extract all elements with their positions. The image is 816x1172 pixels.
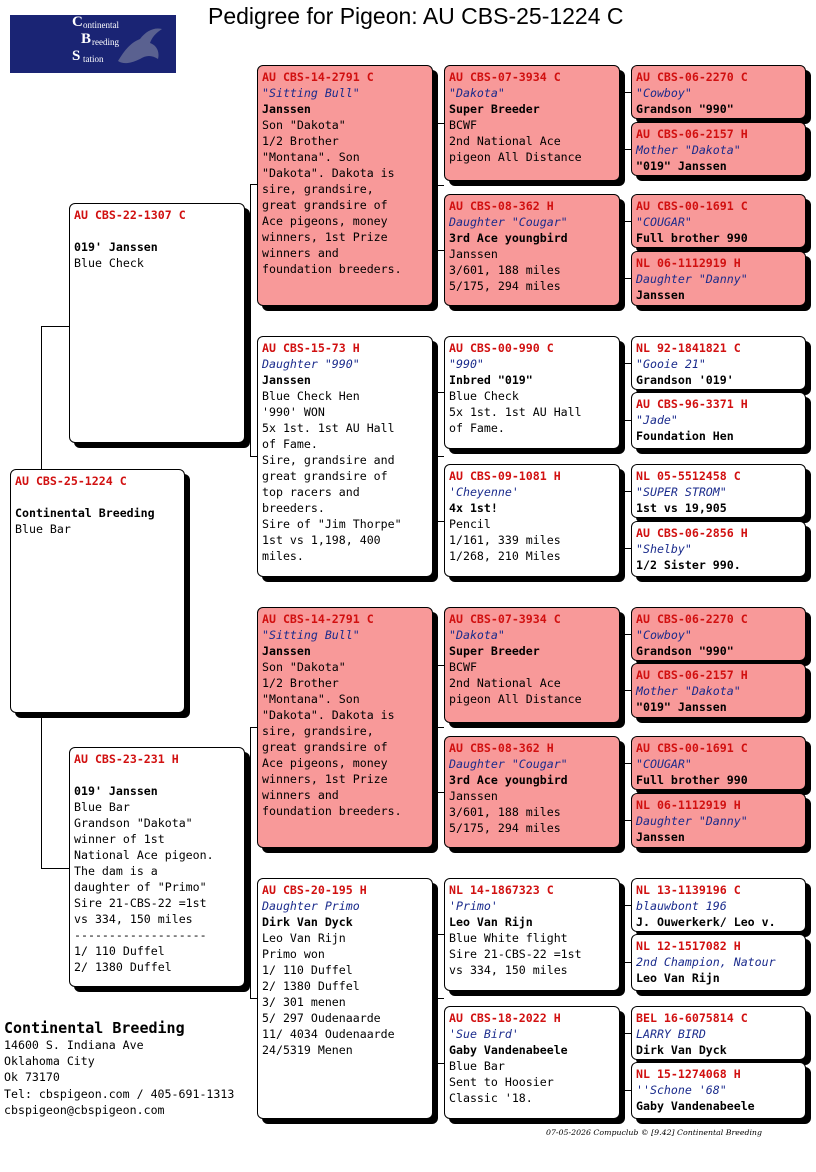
pigeon-card-ancestor[interactable] [631, 1006, 806, 1060]
pigeon-card-ancestor[interactable] [631, 1062, 806, 1119]
band-number: AU CBS-06-2856 H [636, 526, 748, 540]
pedigree-note: Pencil [449, 517, 491, 531]
band-number: AU CBS-18-2022 H [449, 1011, 561, 1025]
pedigree-note: 2nd National Ace [449, 676, 561, 690]
email-line: cbspigeon@cbspigeon.com [4, 1102, 165, 1117]
pedigree-note: BCWF [449, 660, 477, 674]
pigeon-card-ancestor[interactable] [257, 65, 433, 306]
pedigree-note: Sire 21-CBS-22 =1st [449, 947, 582, 961]
connector-line [620, 221, 631, 222]
pedigree-note: National Ace pigeon. [74, 848, 214, 862]
pedigree-note: pigeon All Distance [449, 692, 582, 706]
pedigree-note: BCWF [449, 118, 477, 132]
pigeon-card-ancestor[interactable] [631, 464, 806, 518]
pedigree-note: "Montana". Son [262, 692, 360, 706]
logo-text: reeding [92, 37, 119, 47]
pedigree-note: of Fame. [449, 421, 505, 435]
pedigree-note: Inbred "019" [449, 373, 533, 387]
pedigree-note: 11/ 4034 Oudenaarde [262, 1027, 395, 1041]
pedigree-note: winners, 1st Prize [262, 772, 388, 786]
connector-line [620, 1090, 631, 1091]
logo-letter: B [81, 31, 92, 47]
band-number: AU CBS-06-2157 H [636, 668, 748, 682]
band-number: NL 13-1139196 C [636, 883, 741, 897]
connector-line [437, 392, 444, 393]
pigeon-card-ancestor[interactable] [444, 336, 620, 449]
pedigree-note: Grandson "Dakota" [74, 816, 193, 830]
pedigree-note: 5/175, 294 miles [449, 279, 561, 293]
pigeon-card-ancestor[interactable] [444, 464, 620, 577]
pigeon-card-ancestor[interactable] [444, 1006, 620, 1119]
pigeon-card-ancestor[interactable] [631, 736, 806, 790]
pigeon-name: 2nd Champion, Natour [636, 955, 776, 969]
pedigree-note: Primo won [262, 947, 325, 961]
pigeon-card-ancestor[interactable] [444, 607, 620, 723]
pedigree-note [15, 489, 180, 505]
connector-line [433, 456, 444, 457]
band-number: AU CBS-06-2157 H [636, 127, 748, 141]
pedigree-note: 1/268, 210 Miles [449, 549, 561, 563]
pigeon-name: "SUPER STROM" [636, 485, 727, 499]
band-number: AU CBS-00-990 C [449, 341, 554, 355]
connector-line [437, 123, 444, 124]
connector-line [437, 934, 444, 935]
pedigree-note: winners, 1st Prize [262, 230, 388, 244]
band-number: AU CBS-07-3934 C [449, 612, 561, 626]
pedigree-note: of Fame. [262, 437, 318, 451]
pedigree-note: foundation breeders. [262, 804, 402, 818]
pedigree-note: Foundation Hen [636, 429, 734, 443]
pedigree-note: Super Breeder [449, 102, 540, 116]
pigeon-card-ancestor[interactable] [631, 878, 806, 932]
pedigree-note: Janssen [449, 247, 498, 261]
pedigree-note: Full brother 990 [636, 773, 748, 787]
connector-line [437, 392, 438, 521]
pigeon-card-ancestor[interactable] [631, 663, 806, 718]
pedigree-note: Blue Bar [15, 522, 71, 536]
pedigree-note: 019' Janssen [74, 240, 158, 254]
connector-line [250, 456, 257, 457]
pigeon-card-ancestor[interactable] [257, 607, 433, 848]
pigeon-name: "Cowboy" [636, 86, 692, 100]
pigeon-card-subject[interactable] [10, 469, 185, 713]
pedigree-note: sire, grandsire, [262, 182, 374, 196]
band-number: AU CBS-06-2270 C [636, 612, 748, 626]
connector-line [250, 998, 257, 999]
pedigree-note: foundation breeders. [262, 262, 402, 276]
band-number: AU CBS-23-231 H [74, 752, 179, 766]
connector-line [437, 1063, 444, 1064]
connector-line [41, 713, 42, 868]
connector-line [250, 184, 257, 185]
connector-line [620, 420, 631, 421]
pigeon-card-ancestor[interactable] [631, 392, 806, 449]
connector-line [620, 548, 631, 549]
contact-line: Tel: cbspigeon.com / 405-691-1313 [4, 1086, 235, 1101]
band-number: NL 06-1112919 H [636, 256, 741, 270]
band-number: AU CBS-00-1691 C [636, 199, 748, 213]
band-number: AU CBS-15-73 H [262, 341, 360, 355]
pigeon-name: "Jade" [636, 413, 678, 427]
pigeon-name: "Cowboy" [636, 628, 692, 642]
connector-line [437, 123, 438, 250]
connector-line [620, 634, 631, 635]
pedigree-note: Ace pigeons, money [262, 756, 388, 770]
pigeon-card-ancestor[interactable] [631, 251, 806, 306]
pedigree-note: Son "Dakota" [262, 660, 346, 674]
pigeon-card-ancestor[interactable] [257, 878, 433, 1119]
pigeon-card-dam[interactable] [69, 747, 245, 987]
connector-line [41, 326, 69, 327]
band-number: AU CBS-20-195 H [262, 883, 367, 897]
pedigree-note: Sire, grandsire and [262, 453, 395, 467]
pigeon-card-ancestor[interactable] [631, 336, 806, 390]
pedigree-note: ------------------- [74, 928, 207, 942]
pedigree-note: 3rd Ace youngbird [449, 231, 568, 245]
pigeon-name: Daughter "Danny" [636, 814, 748, 828]
connector-line [620, 491, 631, 492]
breeder-name: Continental Breeding [4, 1019, 185, 1037]
connector-line [620, 92, 631, 93]
band-number: AU CBS-14-2791 C [262, 70, 374, 84]
connector-line [250, 727, 257, 728]
pedigree-note: Sire of "Jim Thorpe" [262, 517, 402, 531]
pedigree-note: Janssen [262, 102, 311, 116]
band-number: AU CBS-25-1224 C [15, 474, 127, 488]
band-number: AU CBS-09-1081 H [449, 469, 561, 483]
pedigree-note: 3/601, 188 miles [449, 805, 561, 819]
pedigree-note: Janssen [636, 830, 685, 844]
logo-text: tation [83, 54, 104, 64]
connector-line [433, 998, 444, 999]
pedigree-note: Sent to Hoosier [449, 1075, 554, 1089]
pedigree-note: "Dakota". Dakota is [262, 166, 395, 180]
pedigree-note: 5x 1st. 1st AU Hall [262, 421, 395, 435]
pigeon-name: ''Schone '68" [636, 1083, 727, 1097]
pigeon-name: blauwbont 196 [636, 899, 727, 913]
band-number: NL 06-1112919 H [636, 798, 741, 812]
pedigree-note: breeders. [262, 501, 325, 515]
connector-line [41, 868, 69, 869]
band-number: AU CBS-07-3934 C [449, 70, 561, 84]
pedigree-note: Blue Check [74, 256, 144, 270]
pigeon-name: "Gooie 21" [636, 357, 706, 371]
band-number: AU CBS-22-1307 C [74, 208, 186, 222]
pedigree-note: Blue Bar [449, 1059, 505, 1073]
pedigree-note: Janssen [262, 644, 311, 658]
band-number: AU CBS-00-1691 C [636, 741, 748, 755]
pedigree-note: 4x 1st! [449, 501, 498, 515]
pigeon-card-ancestor[interactable] [444, 65, 620, 181]
pigeon-card-ancestor[interactable] [444, 878, 620, 991]
pigeon-card-ancestor[interactable] [631, 521, 806, 577]
pedigree-note: winners and [262, 788, 339, 802]
logo [10, 15, 176, 73]
band-number: NL 14-1867323 C [449, 883, 554, 897]
pigeon-name: "Sitting Bull" [262, 628, 360, 642]
pedigree-note: great grandsire of [262, 740, 388, 754]
pedigree-note: Blue Bar [74, 800, 130, 814]
pedigree-note: "Dakota". Dakota is [262, 708, 395, 722]
pedigree-note: "019" Janssen [636, 159, 727, 173]
pedigree-note: 5/175, 294 miles [449, 821, 561, 835]
pedigree-note: Ace pigeons, money [262, 214, 388, 228]
pigeon-card-ancestor[interactable] [631, 194, 806, 248]
pigeon-name: 'Primo' [449, 899, 498, 913]
pigeon-name: Daughter Primo [262, 899, 360, 913]
pigeon-icon [110, 21, 170, 71]
pedigree-note: Continental Breeding [15, 506, 155, 520]
band-number: AU CBS-96-3371 H [636, 397, 748, 411]
pedigree-note: Son "Dakota" [262, 118, 346, 132]
pedigree-note: sire, grandsire, [262, 724, 374, 738]
pedigree-note: Leo Van Rijn [449, 915, 533, 929]
pedigree-note: Dirk Van Dyck [262, 915, 353, 929]
pedigree-note: Leo Van Rijn [262, 931, 346, 945]
pedigree-note: Dirk Van Dyck [636, 1043, 727, 1057]
breeder-address [4, 1019, 234, 1118]
pedigree-note: Blue White flight [449, 931, 568, 945]
pigeon-card-ancestor[interactable] [257, 336, 433, 577]
band-number: AU CBS-08-362 H [449, 199, 554, 213]
pedigree-note: Janssen [636, 288, 685, 302]
pedigree-note: daughter of "Primo" [74, 880, 207, 894]
connector-line [250, 184, 251, 457]
pigeon-name: Mother "Dakota" [636, 684, 741, 698]
pedigree-note: 24/5319 Menen [262, 1043, 353, 1057]
pedigree-note: Leo Van Rijn [636, 971, 720, 985]
pigeon-name: Daughter "Danny" [636, 272, 748, 286]
page-title: Pedigree for Pigeon: AU CBS-25-1224 C [208, 3, 624, 29]
logo-letter: C [72, 15, 83, 30]
logo-text: ontinental [83, 20, 119, 30]
pigeon-name: "Sitting Bull" [262, 86, 360, 100]
pigeon-name: LARRY BIRD [636, 1027, 706, 1041]
pedigree-note [74, 223, 240, 239]
connector-line [437, 250, 444, 251]
pigeon-name: Daughter "Cougar" [449, 215, 568, 229]
pigeon-name: "Shelby" [636, 542, 692, 556]
pedigree-note: The dam is a [74, 864, 158, 878]
pedigree-note: Grandson '019' [636, 373, 734, 387]
pigeon-name: 'Sue Bird' [449, 1027, 519, 1041]
pedigree-note: Blue Check Hen [262, 389, 360, 403]
pigeon-name: "COUGAR" [636, 215, 692, 229]
pigeon-name: Daughter "Cougar" [449, 757, 568, 771]
pedigree-note: 1/ 110 Duffel [262, 963, 353, 977]
connector-line [437, 934, 438, 1063]
pedigree-note: 1st vs 1,198, 400 [262, 533, 381, 547]
pedigree-note: Grandson "990" [636, 644, 734, 658]
pigeon-card-ancestor[interactable] [631, 934, 806, 991]
pedigree-note: 2/ 1380 Duffel [262, 979, 360, 993]
pigeon-name: Daughter "990" [262, 357, 360, 371]
pedigree-note: vs 334, 150 miles [74, 912, 193, 926]
connector-line [620, 149, 631, 150]
pedigree-note: J. Ouwerkerk/ Leo v. [636, 915, 776, 929]
pedigree-note: Grandson "990" [636, 102, 734, 116]
band-number: AU CBS-14-2791 C [262, 612, 374, 626]
address-line: Oklahoma City [4, 1054, 95, 1069]
connector-line [620, 363, 631, 364]
connector-line [437, 665, 438, 792]
pigeon-card-ancestor[interactable] [631, 793, 806, 848]
pedigree-note: Janssen [449, 789, 498, 803]
connector-line [620, 962, 631, 963]
pigeon-name: 'Cheyenne' [449, 485, 519, 499]
connector-line [433, 185, 444, 186]
connector-line [620, 820, 631, 821]
pigeon-card-ancestor[interactable] [631, 65, 806, 119]
pedigree-note: winner of 1st [74, 832, 165, 846]
address-line: 14600 S. Indiana Ave [4, 1038, 144, 1052]
pigeon-name: "COUGAR" [636, 757, 692, 771]
pigeon-card-sire[interactable] [69, 203, 245, 443]
pedigree-note: Blue Check [449, 389, 519, 403]
band-number: NL 05-5512458 C [636, 469, 741, 483]
pedigree-note: 3/ 301 menen [262, 995, 346, 1009]
pedigree-note: 1st vs 19,905 [636, 501, 727, 515]
pigeon-card-ancestor[interactable] [631, 607, 806, 661]
pedigree-note: miles. [262, 549, 304, 563]
pedigree-note: 5x 1st. 1st AU Hall [449, 405, 582, 419]
band-number: BEL 16-6075814 C [636, 1011, 748, 1025]
pedigree-note: 3/601, 188 miles [449, 263, 561, 277]
connector-line [620, 690, 631, 691]
pigeon-name: Mother "Dakota" [636, 143, 741, 157]
pedigree-note: winners and [262, 246, 339, 260]
pedigree-note: 019' Janssen [74, 784, 158, 798]
pedigree-note: Gaby Vandenabeele [636, 1099, 755, 1113]
connector-line [437, 792, 444, 793]
pigeon-card-ancestor[interactable] [631, 122, 806, 176]
pigeon-name: "990" [449, 357, 484, 371]
pedigree-note: '990' WON [262, 405, 325, 419]
pedigree-note: Full brother 990 [636, 231, 748, 245]
pedigree-note: 1/2 Sister 990. [636, 558, 741, 572]
pedigree-note: 1/161, 339 miles [449, 533, 561, 547]
connector-line [620, 1033, 631, 1034]
pedigree-note: 2/ 1380 Duffel [74, 960, 172, 974]
pedigree-note: top racers and [262, 485, 360, 499]
band-number: AU CBS-06-2270 C [636, 70, 748, 84]
pedigree-note: Gaby Vandenabeele [449, 1043, 568, 1057]
connector-line [250, 727, 251, 999]
band-number: NL 92-1841821 C [636, 341, 741, 355]
footer-stamp: 07-05-2026 Compuclub © [9.42] Continental Breeding [546, 1128, 762, 1137]
pedigree-note: "019" Janssen [636, 700, 727, 714]
pedigree-note: 2nd National Ace [449, 134, 561, 148]
connector-line [41, 326, 42, 469]
connector-line [437, 521, 444, 522]
address-line: Ok 73170 [4, 1070, 60, 1085]
pigeon-name: "Dakota" [449, 628, 505, 642]
connector-line [620, 905, 631, 906]
pedigree-note: 5/ 297 Oudenaarde [262, 1011, 381, 1025]
pedigree-note [74, 767, 240, 783]
pedigree-note: vs 334, 150 miles [449, 963, 568, 977]
pigeon-name: "Dakota" [449, 86, 505, 100]
band-number: NL 12-1517082 H [636, 939, 741, 953]
band-number: NL 15-1274068 H [636, 1067, 741, 1081]
pedigree-note: 1/ 110 Duffel [74, 944, 165, 958]
connector-line [620, 763, 631, 764]
pedigree-note: Classic '18. [449, 1091, 533, 1105]
pedigree-note: 1/2 Brother [262, 134, 339, 148]
pedigree-note: "Montana". Son [262, 150, 360, 164]
pedigree-note: Super Breeder [449, 644, 540, 658]
pedigree-note: great grandsire of [262, 198, 388, 212]
pedigree-note: pigeon All Distance [449, 150, 582, 164]
logo-letter: S [72, 48, 81, 64]
connector-line [437, 665, 444, 666]
band-number: AU CBS-08-362 H [449, 741, 554, 755]
pedigree-note: great grandsire of [262, 469, 388, 483]
pedigree-note: Sire 21-CBS-22 =1st [74, 896, 207, 910]
pedigree-note: Janssen [262, 373, 311, 387]
pigeon-card-ancestor[interactable] [444, 194, 620, 306]
pigeon-card-ancestor[interactable] [444, 736, 620, 848]
pedigree-note: 1/2 Brother [262, 676, 339, 690]
connector-line [620, 278, 631, 279]
connector-line [433, 727, 444, 728]
pedigree-note: 3rd Ace youngbird [449, 773, 568, 787]
